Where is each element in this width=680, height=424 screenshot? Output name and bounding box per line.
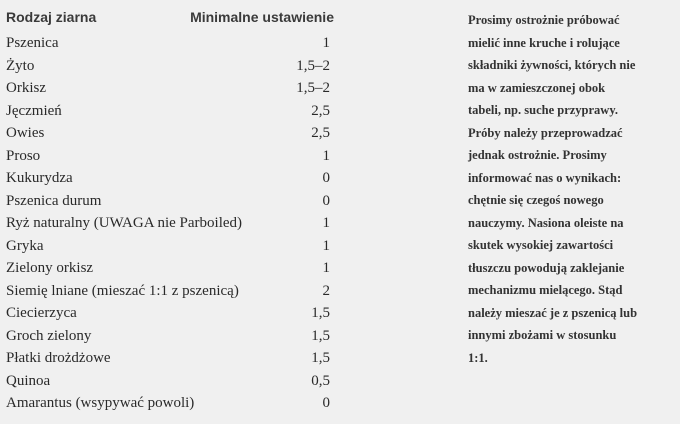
min-setting-value: 1 <box>322 35 330 51</box>
column-header-grain-type: Rodzaj ziarna <box>6 9 97 25</box>
min-setting-value: 1 <box>322 147 330 164</box>
table-row <box>0 280 340 303</box>
table-row <box>0 257 340 280</box>
side-note <box>468 9 668 369</box>
note-line: innymi zbożami w stosunku <box>468 328 617 342</box>
table-row <box>0 122 340 145</box>
grain-name: Żyto <box>6 57 35 74</box>
min-setting-value: 1,5 <box>311 305 330 321</box>
table-row <box>0 145 340 168</box>
note-line: mechanizmu mielącego. Stąd <box>468 283 623 297</box>
note-line: informować nas o wynikach: <box>468 170 622 185</box>
min-setting-value: 1,5 <box>311 350 330 366</box>
table-row <box>0 325 340 348</box>
grain-name: Siemię lniane (mieszać 1:1 z pszenicą) <box>6 282 239 299</box>
grain-name: Ciecierzyca <box>6 305 77 321</box>
note-line: 1:1. <box>468 350 488 365</box>
table-row <box>0 392 340 415</box>
grain-name: Kukurydza <box>6 170 73 186</box>
note-line: ma w zamieszczonej obok <box>468 80 606 95</box>
note-line: skutek wysokiej zawartości <box>468 238 614 252</box>
grain-name: Amarantus (wsypywać powoli) <box>6 395 195 411</box>
grain-name: Quinoa <box>6 372 51 389</box>
min-setting-value: 1,5–2 <box>296 80 330 96</box>
note-line: tabeli, np. suche przyprawy. <box>468 103 619 117</box>
min-setting-value: 1 <box>322 237 330 254</box>
min-setting-value: 0 <box>322 192 330 209</box>
table-row <box>0 55 340 78</box>
min-setting-value: 0,5 <box>311 372 330 389</box>
min-setting-value: 2,5 <box>311 102 330 119</box>
note-line: nauczymy. Nasiona oleiste na <box>468 215 624 230</box>
min-setting-value: 1 <box>322 260 330 276</box>
min-setting-value: 2,5 <box>311 125 330 141</box>
table-row <box>0 100 340 123</box>
grain-name: Proso <box>6 147 41 164</box>
note-line: mielić inne kruche i rolujące <box>468 35 620 50</box>
min-setting-value: 1,5–2 <box>296 57 330 74</box>
table-row <box>0 190 340 213</box>
note-line: składniki żywności, których nie <box>468 58 636 72</box>
column-header-min-setting: Minimalne ustawienie <box>190 9 334 25</box>
note-line: jednak ostrożnie. Prosimy <box>468 148 607 162</box>
grain-name: Gryka <box>6 237 44 254</box>
table-row <box>0 235 340 258</box>
table-row <box>0 212 340 235</box>
min-setting-value: 0 <box>322 395 330 411</box>
table-row <box>0 77 340 100</box>
table-row <box>0 302 340 325</box>
note-line: chętnie się czegoś nowego <box>468 193 604 207</box>
note-line: należy mieszać je z pszenicą lub <box>468 305 638 320</box>
grain-name: Płatki drożdżowe <box>6 350 111 366</box>
grain-name: Jęczmień <box>6 102 62 119</box>
table-row <box>0 167 340 190</box>
grain-name: Groch zielony <box>6 327 92 344</box>
min-setting-value: 1 <box>322 215 330 231</box>
grain-name: Zielony orkisz <box>6 260 94 276</box>
grain-name: Pszenica <box>6 35 59 51</box>
table-body <box>0 32 340 415</box>
table-row <box>0 32 340 55</box>
min-setting-value: 1,5 <box>311 327 330 344</box>
min-setting-value: 0 <box>322 170 330 186</box>
note-line: tłuszczu powodują zaklejanie <box>468 260 625 275</box>
table-header <box>0 9 340 31</box>
grain-name: Owies <box>6 125 45 141</box>
grain-name: Ryż naturalny (UWAGA nie Parboiled) <box>6 215 243 231</box>
grain-name: Orkisz <box>6 80 46 96</box>
table-row <box>0 347 340 370</box>
grain-name: Pszenica durum <box>6 192 102 209</box>
table-row <box>0 370 340 393</box>
note-line: Próby należy przeprowadzać <box>468 125 623 140</box>
min-setting-value: 2 <box>322 282 330 299</box>
note-line: Prosimy ostrożnie próbować <box>468 13 620 27</box>
